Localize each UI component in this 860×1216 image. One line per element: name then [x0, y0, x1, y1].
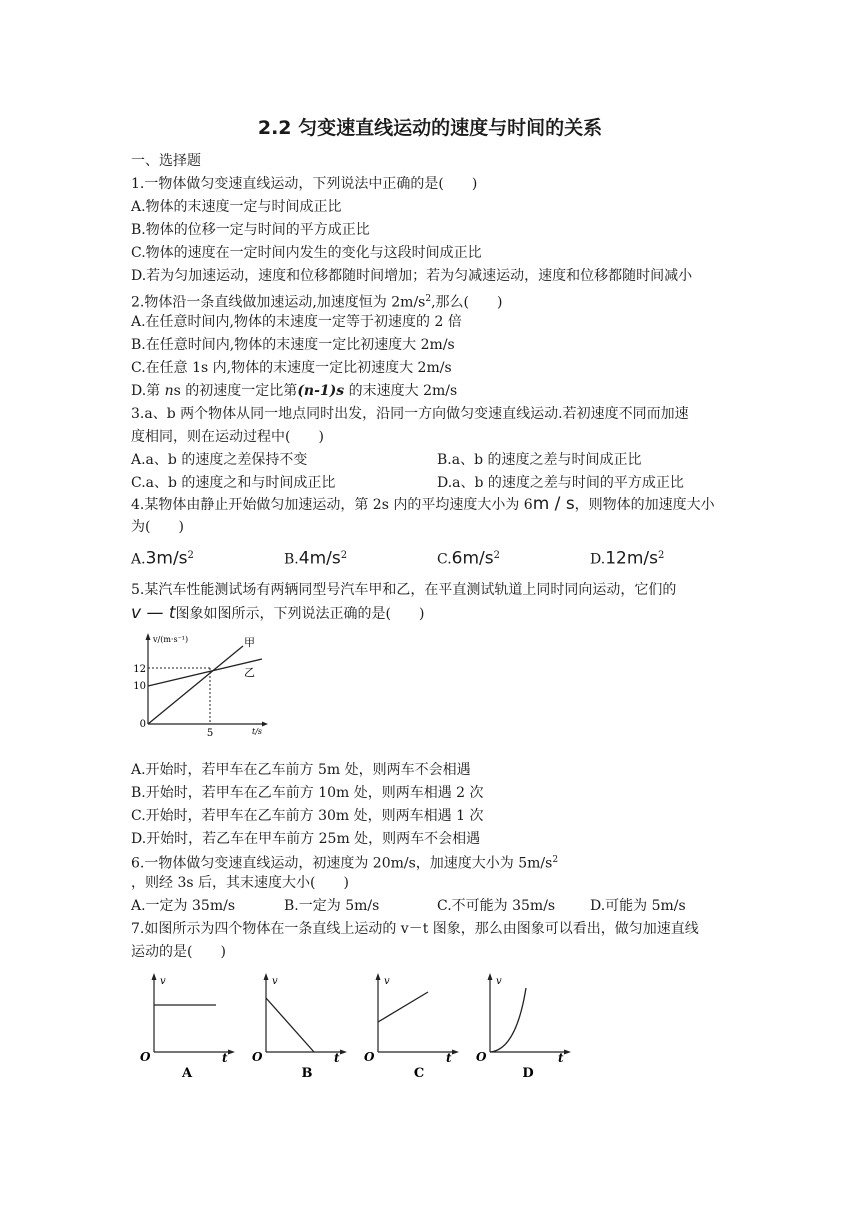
q2-option-b: B.在任意时间内,物体的末速度一定比初速度大 2m/s	[131, 337, 455, 353]
q5-stem-line1: 5.某汽车性能测试场有两辆同型号汽车甲和乙，在平直测试轨道上同时同向运动，它们的	[131, 582, 677, 598]
q5-xlabel: t/s	[252, 727, 263, 736]
q5-stem-line2: v — t图象如图所示，下列说法正确的是( )	[131, 603, 425, 623]
q5-vt-graph	[126, 630, 272, 742]
q1-option-d: D.若为匀加速运动，速度和位移都随时间增加；若为匀减速运动，速度和位移都随时间减小	[131, 268, 693, 284]
svg-text:t: t	[334, 1051, 340, 1065]
q3-stem-line1: 3.a、b 两个物体从同一地点同时出发，沿同一方向做匀变速直线运动.若初速度不同而加速	[131, 406, 689, 422]
svg-text:t: t	[446, 1051, 452, 1065]
q5-ytick-12: 12	[133, 664, 146, 675]
q6-option-c: C.不可能为 35m/s	[437, 898, 556, 914]
q7-graph-b	[242, 968, 352, 1084]
q7-label-b: B	[301, 1066, 313, 1081]
svg-text:v: v	[384, 976, 390, 987]
q7-graph-d	[466, 968, 576, 1084]
q3-option-b: B.a、b 的速度之差与时间成正比	[437, 452, 642, 468]
q4-option-a: $A.3m/s^2$	[131, 548, 194, 569]
q4-option-b: $B.4m/s^2$	[284, 548, 348, 569]
q5-line-jia	[148, 646, 243, 724]
q2-option-a: A.在任意时间内,物体的末速度一定等于初速度的 2 倍	[131, 314, 462, 330]
q1-option-c: C.物体的速度在一定时间内发生的变化与这段时间成正比	[131, 245, 482, 261]
q5-option-a: A.开始时，若甲车在乙车前方 5m 处，则两车不会相遇	[131, 762, 471, 778]
q6-option-d: D.可能为 5m/s	[590, 898, 686, 914]
q5-ytick-10: 10	[133, 681, 146, 692]
q7-stem-line1: 7.如图所示为四个物体在一条直线上运动的 v－t 图象，那么由图象可以看出，做匀加速直线	[131, 921, 699, 937]
section-heading: 一、选择题	[131, 153, 201, 169]
q5-origin: 0	[139, 719, 146, 730]
svg-text:O: O	[140, 1050, 151, 1064]
svg-text:t: t	[558, 1051, 564, 1065]
svg-text:O: O	[252, 1050, 263, 1064]
q5-label-yi: 乙	[244, 666, 255, 679]
q3-option-d: D.a、b 的速度之差与时间的平方成正比	[437, 475, 684, 491]
q7-graph-a	[130, 968, 240, 1084]
page-title: 2.2 匀变速直线运动的速度与时间的关系	[257, 117, 603, 139]
q6-stem-line1: 6.一物体做匀变速直线运动，初速度为 20m/s，加速度大小为 $5m/s^2$	[131, 855, 559, 872]
q3-option-c: C.a、b 的速度之和与时间成正比	[131, 475, 336, 491]
svg-text:v: v	[160, 976, 166, 987]
q1-stem: 1.一物体做匀变速直线运动，下列说法中正确的是( )	[131, 176, 478, 192]
q5-xtick-5: 5	[206, 728, 214, 739]
q5-ylabel: v/(m·s⁻¹)	[153, 635, 189, 644]
q5-label-jia: 甲	[244, 636, 255, 649]
q4-stem-line2: 为( )	[131, 519, 184, 535]
q4-option-c: $C.6m/s^2$	[437, 548, 501, 569]
q6-option-b: B.一定为 5m/s	[284, 898, 380, 914]
q7-stem-line2: 运动的是( )	[131, 944, 226, 960]
q7-label-a: A	[181, 1066, 193, 1081]
svg-text:O: O	[476, 1050, 487, 1064]
q6-stem-line2: ，则经 3s 后，其末速度大小( )	[131, 875, 349, 891]
q2-stem: 2.物体沿一条直线做加速运动,加速度恒为 $2m/s^2$,那么( )	[131, 294, 503, 311]
q7-graph-c	[354, 968, 464, 1084]
q3-option-a: A.a、b 的速度之差保持不变	[131, 452, 308, 468]
q7-label-c: C	[413, 1066, 425, 1081]
svg-text:O: O	[364, 1050, 375, 1064]
q5-option-c: C.开始时，若甲车在乙车前方 30m 处，则两车相遇 1 次	[131, 808, 484, 824]
svg-text:t: t	[222, 1051, 228, 1065]
q1-option-b: B.物体的位移一定与时间的平方成正比	[131, 222, 370, 238]
q3-stem-line2: 度相同，则在运动过程中( )	[131, 429, 324, 445]
svg-text:v: v	[272, 976, 278, 987]
q5-option-d: D.开始时，若乙车在甲车前方 25m 处，则两车不会相遇	[131, 831, 481, 847]
q4-option-d: $D.12m/s^2$	[590, 548, 665, 569]
q7-label-d: D	[522, 1066, 534, 1081]
q6-option-a: A.一定为 35m/s	[131, 898, 236, 914]
q5-option-b: B.开始时，若甲车在乙车前方 10m 处，则两车相遇 2 次	[131, 785, 484, 801]
q4-stem-line1: 4.某物体由静止开始做匀加速运动，第 2s 内的平均速度大小为 6m / s，则物体的加速度大小	[131, 494, 715, 514]
q1-option-a: A.物体的末速度一定与时间成正比	[131, 199, 342, 215]
q2-option-d: D.第 ns 的初速度一定比第(n-1)s 的末速度大 2m/s	[131, 383, 458, 399]
q2-option-c: C.在任意 1s 内,物体的末速度一定比初速度大 2m/s	[131, 360, 452, 376]
svg-text:v: v	[496, 976, 502, 987]
